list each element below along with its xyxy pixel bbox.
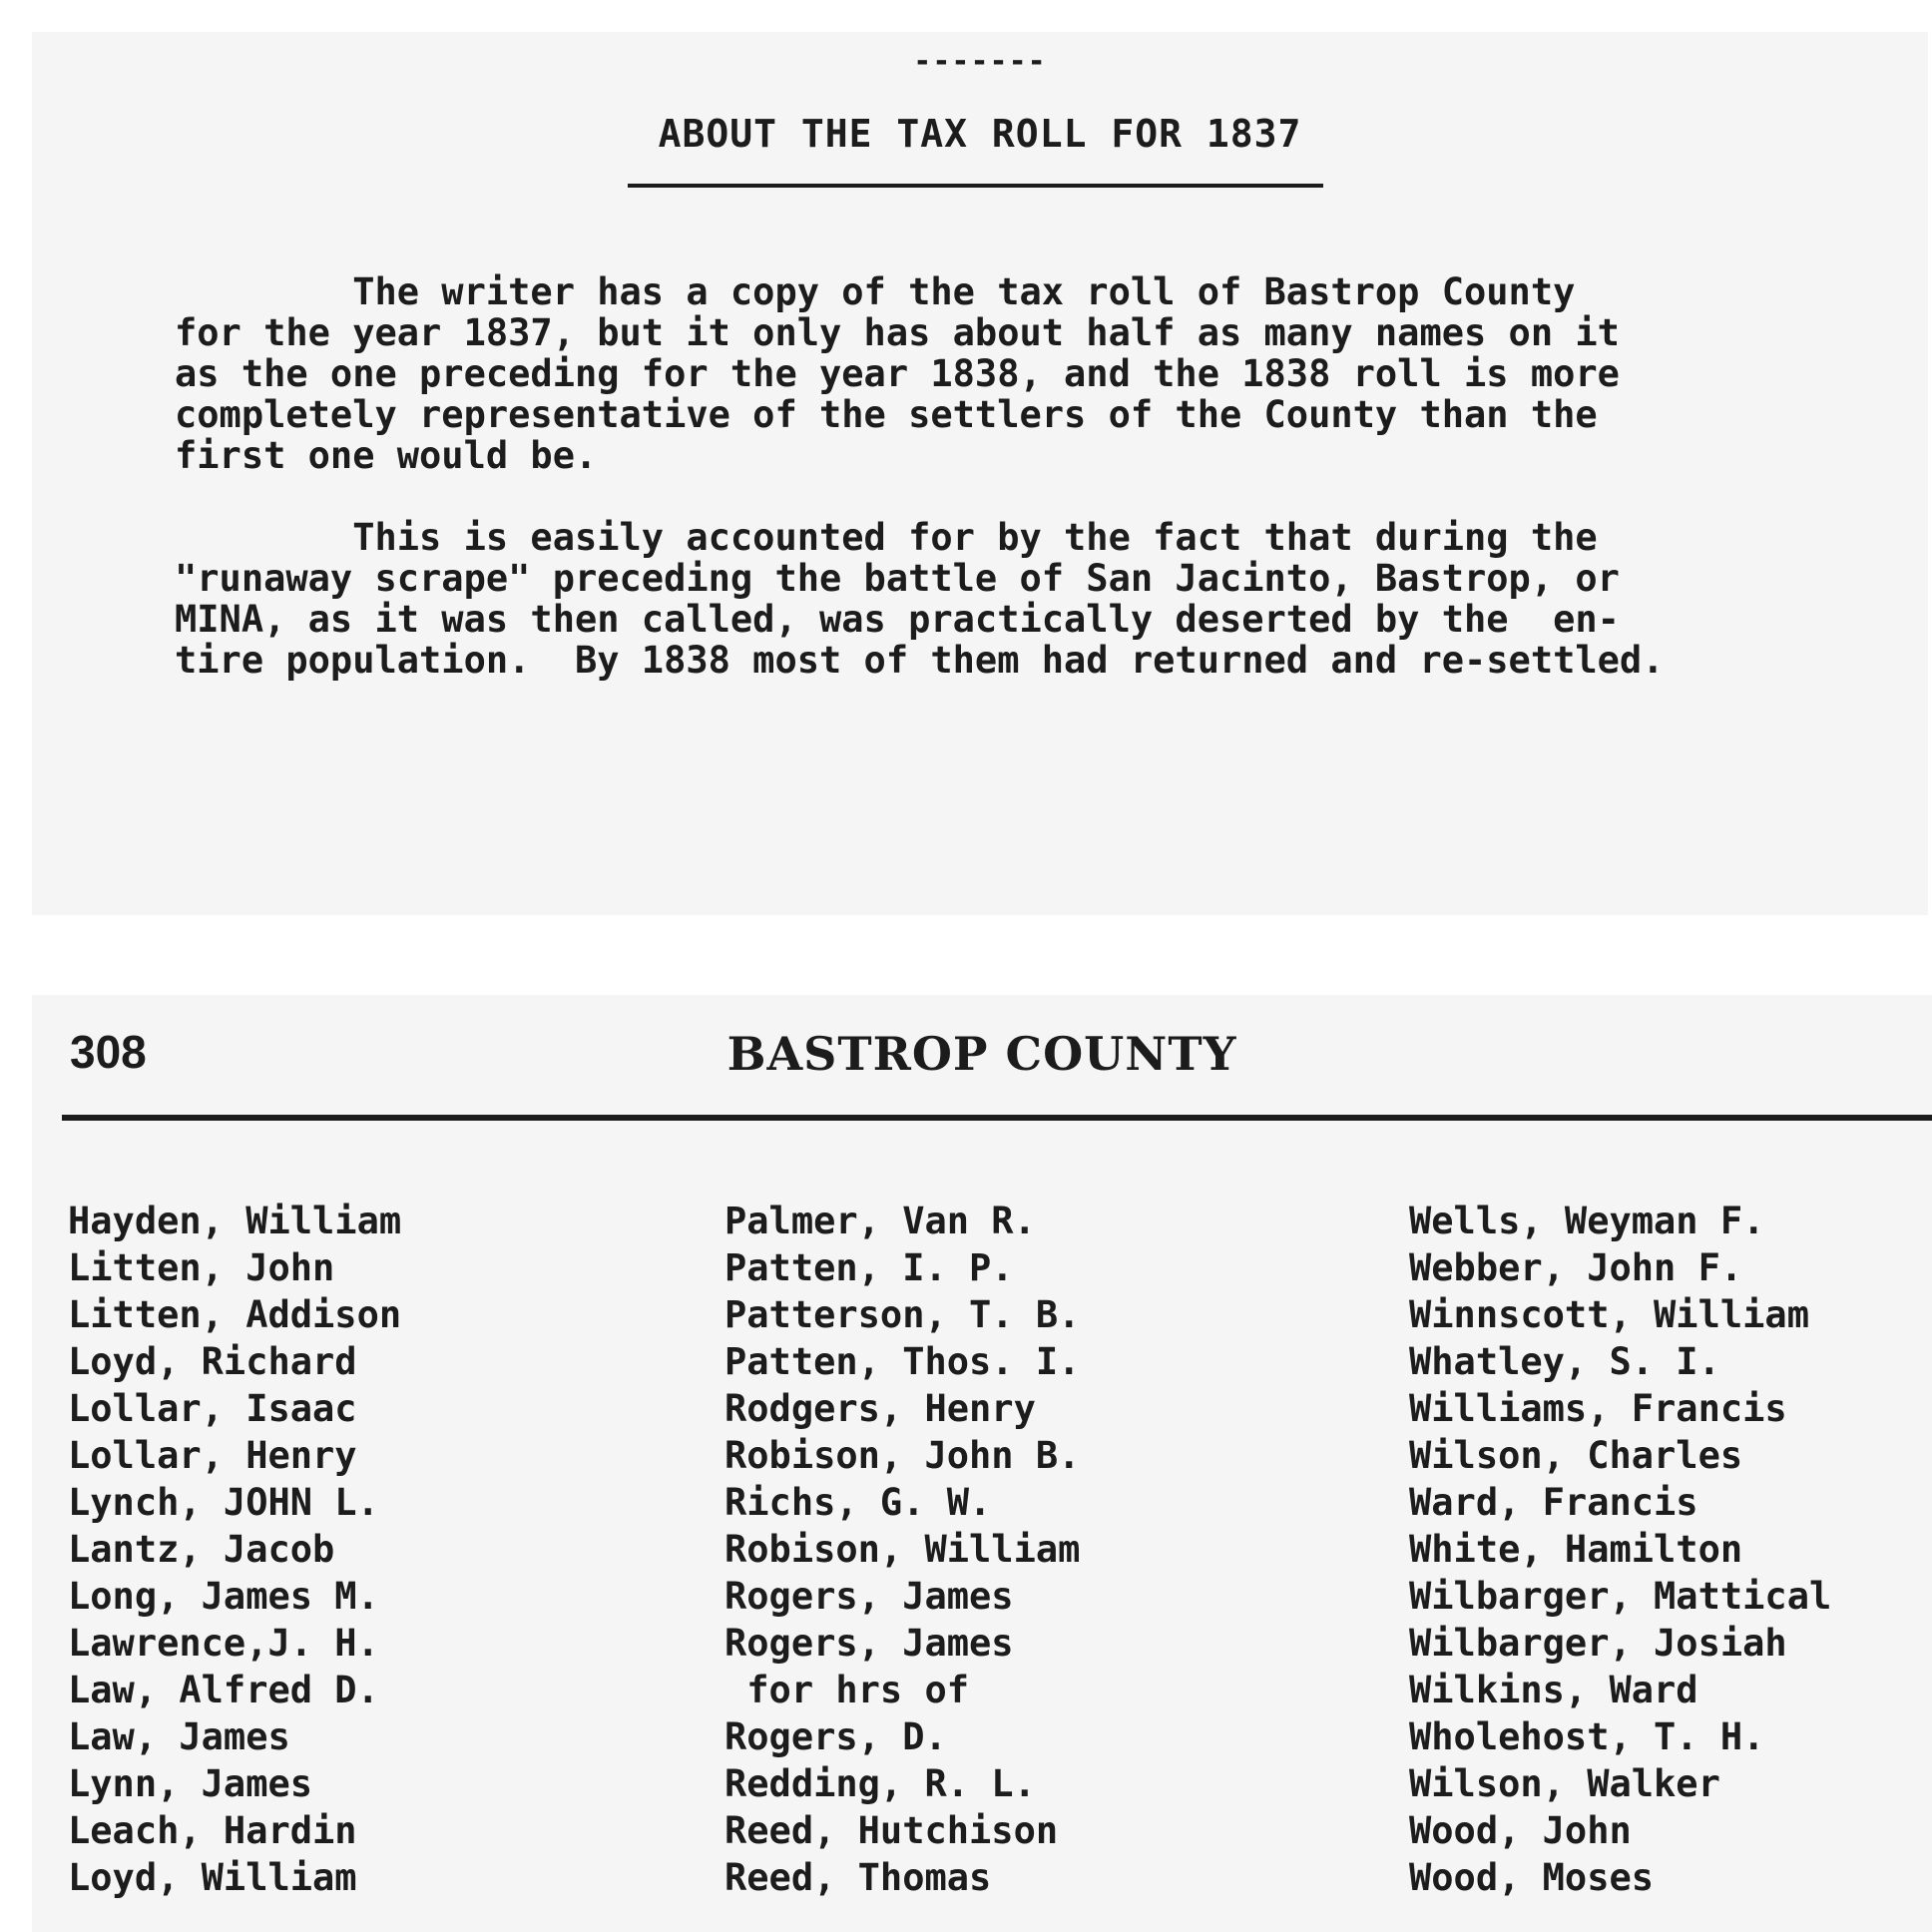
- list-item: Lantz, Jacob: [68, 1528, 335, 1571]
- paragraph-runaway-scrape: This is easily accounted for by the fact that during the "runaway scrape" preceding the battle of San Jacinto, Bastrop, or MINA, as it was then called, was practically deserted by the en- tire population. By 1838 most of them had returned and re-settled.: [175, 516, 1665, 682]
- list-item: Robison, William: [724, 1528, 1081, 1571]
- list-item: Wilkins, Ward: [1409, 1669, 1698, 1711]
- name-list-page: [32, 995, 1932, 1932]
- page-header: BASTROP COUNTY: [726, 1027, 1237, 1081]
- list-item: Litten, Addison: [68, 1293, 402, 1336]
- list-item: White, Hamilton: [1409, 1528, 1743, 1571]
- name-column-3: [1409, 1198, 1831, 1901]
- paragraph-tax-roll-copy: The writer has a copy of the tax roll of Bastrop County for the year 1837, but it only has about half as many names on it as the one preceding for the year 1838, and the 1838 roll is more completely representative of the settlers of the County than the first one would be.: [175, 270, 1620, 477]
- list-item: Reed, Thomas: [724, 1856, 992, 1899]
- list-item: Reed, Hutchison: [724, 1809, 1059, 1852]
- list-item: Wood, Moses: [1409, 1856, 1655, 1899]
- list-item: Wilbarger, Mattical: [1409, 1575, 1832, 1618]
- list-item: Patten, Thos. I.: [724, 1340, 1081, 1383]
- list-item: Whatley, S. I.: [1409, 1340, 1720, 1383]
- list-item: Redding, R. L.: [724, 1762, 1036, 1805]
- list-item: Wilson, Walker: [1409, 1762, 1720, 1805]
- list-item: Robison, John B.: [724, 1434, 1081, 1477]
- list-item: Lynn, James: [68, 1762, 313, 1805]
- list-item: Webber, John F.: [1409, 1246, 1743, 1289]
- page-number: 308: [70, 1026, 147, 1078]
- section-title: ABOUT THE TAX ROLL FOR 1837: [658, 112, 1302, 156]
- list-item: Wilbarger, Josiah: [1409, 1622, 1787, 1665]
- list-item: Litten, John: [68, 1246, 335, 1289]
- list-item: Loyd, William: [68, 1856, 357, 1899]
- list-item: Lollar, Henry: [68, 1434, 357, 1477]
- list-item: Wholehost, T. H.: [1409, 1715, 1765, 1758]
- list-item: Richs, G. W.: [724, 1481, 992, 1524]
- list-item: Rogers, James: [724, 1622, 1014, 1665]
- list-item: for hrs of: [724, 1669, 970, 1711]
- list-item: Palmer, Van R.: [724, 1200, 1036, 1242]
- list-item: Lollar, Isaac: [68, 1387, 357, 1430]
- list-item: Loyd, Richard: [68, 1340, 357, 1383]
- list-item: Ward, Francis: [1409, 1481, 1698, 1524]
- list-item: Leach, Hardin: [68, 1809, 357, 1852]
- name-column-1: [68, 1198, 401, 1901]
- list-item: Rodgers, Henry: [724, 1387, 1036, 1430]
- dash-rule: -------: [913, 44, 1047, 79]
- list-item: Winnscott, William: [1409, 1293, 1809, 1336]
- tax-roll-note-panel: [32, 32, 1928, 915]
- list-item: Hayden, William: [68, 1200, 402, 1242]
- list-item: Rogers, D.: [724, 1715, 947, 1758]
- list-item: Wilson, Charles: [1409, 1434, 1743, 1477]
- list-item: Williams, Francis: [1409, 1387, 1787, 1430]
- name-column-2: [724, 1198, 1080, 1901]
- list-item: Rogers, James: [724, 1575, 1014, 1618]
- list-item: Law, Alfred D.: [68, 1669, 379, 1711]
- list-item: Patten, I. P.: [724, 1246, 1014, 1289]
- list-item: Lynch, JOHN L.: [68, 1481, 379, 1524]
- title-underline: [628, 184, 1323, 188]
- header-rule: [62, 1115, 1932, 1121]
- list-item: Wood, John: [1409, 1809, 1632, 1852]
- list-item: Patterson, T. B.: [724, 1293, 1081, 1336]
- list-item: Wells, Weyman F.: [1409, 1200, 1765, 1242]
- list-item: Lawrence,J. H.: [68, 1622, 379, 1665]
- list-item: Long, James M.: [68, 1575, 379, 1618]
- list-item: Law, James: [68, 1715, 290, 1758]
